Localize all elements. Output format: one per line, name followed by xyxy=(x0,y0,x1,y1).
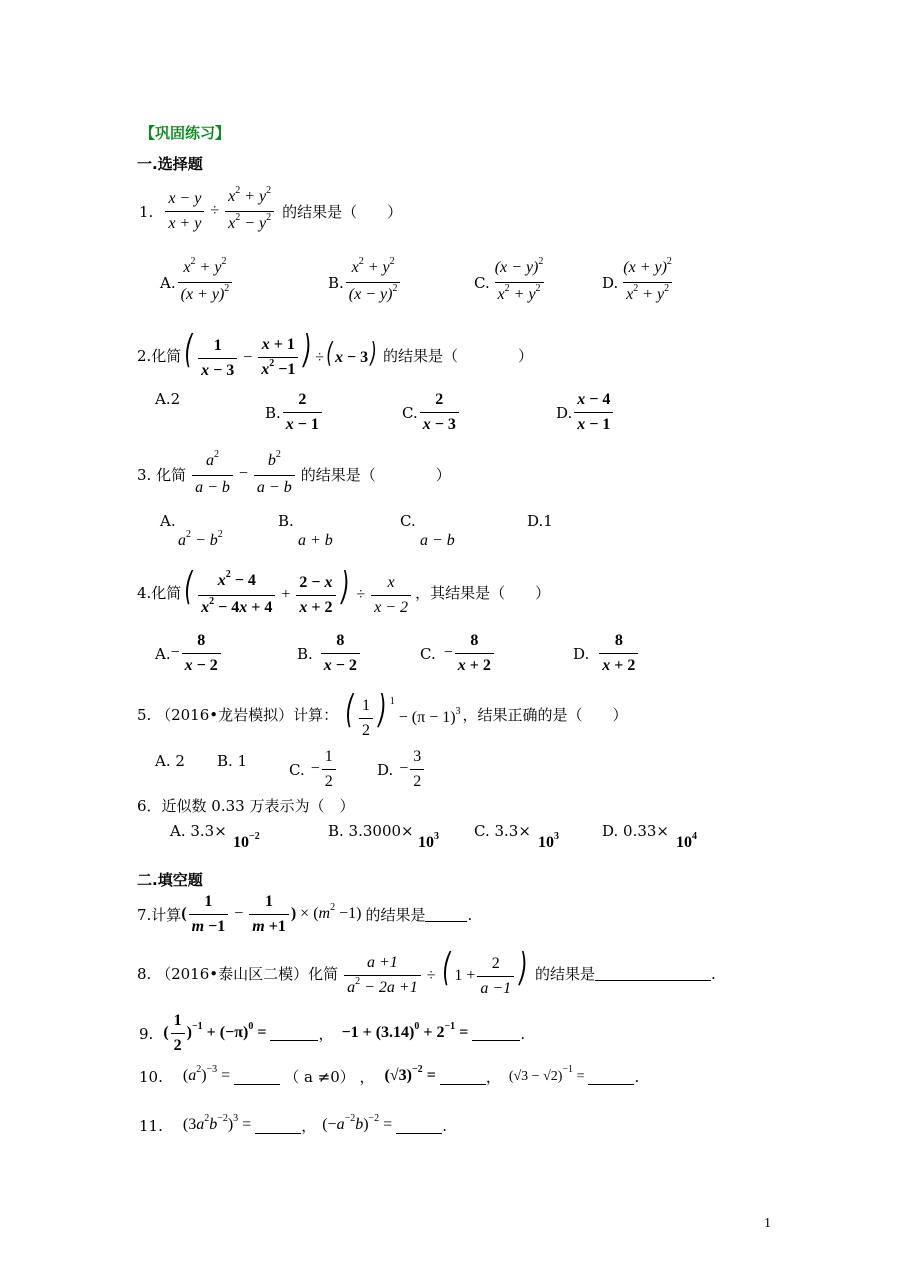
option-label: A. 3.3× xyxy=(170,822,227,840)
section-title: 【巩固练习】 xyxy=(140,124,231,142)
option-a: A. 3.3× $10^{-2}$ xyxy=(170,822,260,851)
question-7: 7.计算 ( $\frac{1}{m -1}$ − $\frac{1}{m +1}$ ) × $(m^2 -1)$ 的结果是 . xyxy=(137,893,473,935)
option-d: D. − $\frac{3}{2}$ xyxy=(377,747,426,792)
question-number: 7.计算 xyxy=(137,905,182,924)
option-label: C. xyxy=(289,760,305,779)
question-tail: ，结果正确的是（ ） xyxy=(462,706,628,725)
question-5 xyxy=(137,687,628,741)
answer-blank[interactable] xyxy=(425,907,467,922)
expression-1: $(3a^2b^{-2})^3$ = xyxy=(182,1113,252,1133)
option-b: B. a + b xyxy=(278,512,333,549)
expression: ( $\frac{x^2 - 4}{x^2 - 4x + 4}$ + $\frac{2 - x}{x + 2}$ ) ÷ $\frac{x}{x - 2}$ xyxy=(181,567,413,620)
option-label: B. xyxy=(265,403,281,422)
answer-blank[interactable] xyxy=(270,1026,318,1041)
expression-2: $(-a^{-2}b)^{-2}$ = xyxy=(322,1113,393,1133)
expression-2: $(√3)^{-2}$ = xyxy=(384,1064,436,1084)
option-c: C. − $\frac{8}{x + 2}$ xyxy=(420,631,496,676)
answer-blank[interactable] xyxy=(472,1026,520,1041)
option-label: B. 3.3000× xyxy=(328,822,414,840)
question-number: 2.化简 xyxy=(137,346,182,365)
option-b: B. $\frac{x^2 + y^2}{(x - y)^2}$ xyxy=(328,258,402,307)
question-2 xyxy=(137,327,534,382)
option-a xyxy=(155,390,180,408)
answer-blank[interactable] xyxy=(234,1070,280,1085)
part-one-title: 一.选择题 xyxy=(137,155,203,173)
option-d: D. $\frac{x - 4}{x - 1}$ xyxy=(556,390,615,435)
expression-2: $-1 + (3.14)^0 + 2^{-1}$ = xyxy=(341,1020,469,1041)
option-c: C. $\frac{(x - y)^2}{x^2 + y^2}$ xyxy=(474,258,548,307)
option-label: A.2 xyxy=(155,390,181,408)
part-two-title: 二.填空题 xyxy=(137,871,203,889)
option-label: B. xyxy=(278,512,294,530)
option-a: A. − $\frac{8}{x - 2}$ xyxy=(155,631,223,676)
option-c: C. − $\frac{1}{2}$ xyxy=(289,747,338,792)
option-b: B. $\frac{8}{x - 2}$ xyxy=(297,631,362,676)
question-number: 8. （2016•泰山区二模）化简 xyxy=(137,964,339,983)
expression-1: ( $\frac{1}{2}$ )$^{-1} + (-\pi)^0$ = xyxy=(163,1012,267,1054)
option-d: D. 0.33× $10^4$ xyxy=(602,822,697,851)
question-10: 10. $(a^2)^{-3}$ = （ a ≠0） ， $(√3)^{-2}$ = ， $(√3 - √2)^{-1}$ = . xyxy=(139,1063,640,1086)
answer-blank[interactable] xyxy=(588,1070,634,1085)
question-tail: 的结果是（ ） xyxy=(282,202,403,221)
question-number: 9. xyxy=(139,1024,154,1043)
answer-blank[interactable] xyxy=(396,1119,442,1134)
option-label: D. xyxy=(377,760,394,779)
option-c: C. 3.3× $10^3$ xyxy=(474,822,559,851)
option-label: D. 0.33× xyxy=(602,822,669,840)
option-label: A. xyxy=(160,273,176,292)
question-tail: ，其结果是（ ） xyxy=(415,584,551,603)
question-9: 9. ( $\frac{1}{2}$ )$^{-1} + (-\pi)^0$ = ， $-1 + (3.14)^0 + 2^{-1}$ = . xyxy=(139,1012,526,1054)
option-label: C. xyxy=(400,512,416,530)
page-number: 1 xyxy=(764,1216,771,1231)
expression-3: $(√3 - √2)^{-1}$ = xyxy=(508,1063,585,1084)
expression: ( $\frac{1}{x - 3}$ − $\frac{x + 1}{x^2 -1}$ ) ÷( x − 3) xyxy=(181,330,379,382)
answer-blank[interactable] xyxy=(595,966,711,981)
option-label: C. 3.3× xyxy=(474,822,531,840)
option-label: D. xyxy=(573,644,590,663)
answer-blank[interactable] xyxy=(440,1070,486,1085)
question-number: 3. 化简 xyxy=(137,465,187,484)
option-label: B. 1 xyxy=(217,752,248,770)
expression: ( $\frac{1}{2}$ ) $^1 - (\pi - 1)^3$ xyxy=(345,687,461,739)
question-6: 6．近似数 0.33 万表示为（ ） xyxy=(137,797,355,815)
option-b: B. 3.3000× $10^3$ xyxy=(328,822,439,851)
question-number: 4.化简 xyxy=(137,584,182,603)
option-label: D. xyxy=(556,403,573,422)
option-d xyxy=(527,512,553,530)
option-label: C. xyxy=(420,644,436,663)
option-c: C. a − b xyxy=(400,512,455,549)
question-number: 5. （2016•龙岩模拟）计算： xyxy=(137,706,339,725)
question-tail: 的结果是（ ） xyxy=(383,346,534,365)
condition: （ a ≠0） ， xyxy=(284,1068,375,1086)
option-label: A. xyxy=(155,644,171,663)
question-tail: 的结果是 xyxy=(534,964,595,983)
expression: ( $\frac{1}{m -1}$ − $\frac{1}{m +1}$ ) × $(m^2 -1)$ xyxy=(181,893,362,935)
option-label: C. xyxy=(474,273,490,292)
option-a xyxy=(155,752,185,770)
option-label: C. xyxy=(402,403,418,422)
option-c: C. $\frac{2}{x - 3}$ xyxy=(402,390,461,435)
question-1 xyxy=(139,187,402,236)
question-number: 10. xyxy=(139,1068,163,1086)
question-tail: 的结果是（ ） xyxy=(300,465,451,484)
answer-blank[interactable] xyxy=(255,1119,301,1134)
option-label: A. 2 xyxy=(155,752,185,770)
expression: $\frac{a +1}{a^2 - 2a +1}$ ÷ ( 1 + $\frac{2}{a -1}$ ) xyxy=(342,948,531,1000)
question-tail: 的结果是 xyxy=(365,905,426,924)
question-11: 11. $(3a^2b^{-2})^3$ = ， $(-a^{-2}b)^{-2}$ = . xyxy=(139,1113,447,1135)
option-b: B. $\frac{2}{x - 1}$ xyxy=(265,390,324,435)
option-label: B. xyxy=(297,644,313,663)
question-number: 1. xyxy=(139,202,154,221)
expression: $\frac{x - y}{x + y}$ ÷ $\frac{x^2 + y^2}{x^2 - y^2}$ xyxy=(163,187,276,236)
question-number: 11. xyxy=(139,1117,163,1135)
question-3 xyxy=(137,451,451,498)
option-d: D. $\frac{8}{x + 2}$ xyxy=(573,631,640,676)
option-d: D. $\frac{(x + y)^2}{x^2 + y^2}$ xyxy=(602,258,677,307)
option-label: A. xyxy=(160,512,176,530)
option-label: D. xyxy=(602,273,619,292)
expression: $\frac{a^2}{a - b}$ − $\frac{b^2}{a - b}$ xyxy=(190,451,297,498)
option-a: A. $\frac{x^2 + y^2}{(x + y)^2}$ xyxy=(160,258,234,307)
expression-1: $(a^2)^{-3}$ = xyxy=(182,1064,231,1084)
option-label: B. xyxy=(328,273,344,292)
question-8: 8. （2016•泰山区二模）化简 $\frac{a +1}{a^2 - 2a +1}$ ÷ ( 1 + $\frac{2}{a -1}$ ) 的结果是 . xyxy=(137,948,716,1000)
option-b xyxy=(217,752,247,770)
option-label: D.1 xyxy=(527,512,553,530)
question-4 xyxy=(137,564,551,620)
option-a: A. $a^2 - b^2$ xyxy=(160,512,223,549)
